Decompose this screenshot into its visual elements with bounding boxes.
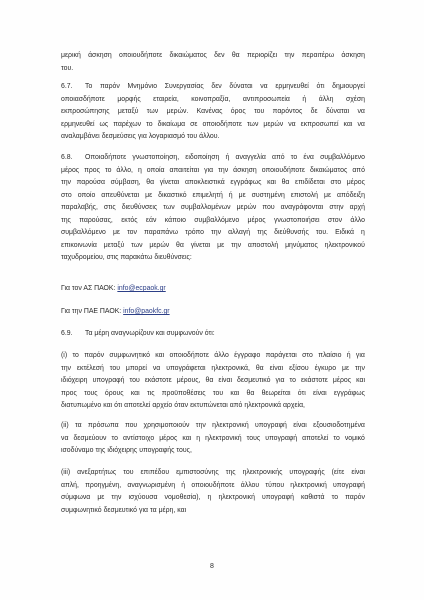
contact-pae-paok-email[interactable]: info@paokfc.gr [123, 308, 170, 315]
text-line: σύμφωνα με την ισχύουσα νομοθεσία), η ηλεκτρονική υπογραφή καθιστά το παρόν [61, 494, 365, 501]
text-line: να δεσμεύουν το αντίστοιχο μέρος και η ηλεκτρονική τους υπογραφή αποτελεί το νομικό [61, 434, 365, 442]
paragraph-6-9 [61, 328, 365, 341]
paragraph-6-7 [61, 81, 365, 144]
contact-as-paok [61, 283, 365, 296]
text-line: μερική άσκηση οποιουδήποτε δικαιώματος δεν θα περιορίζει την περαιτέρω άσκηση [61, 52, 365, 59]
text-line: αναλαμβάνει δεσμεύσεις για λογαριασμό του άλλου. [61, 133, 220, 140]
text-line: 6.8. Οποιαδήποτε γνωστοποίηση, ειδοποίηση ή αναγγελία από το ένα συμβαλλόμενο [61, 152, 365, 165]
page-number: 8 [210, 563, 214, 570]
text-line: διατυπωμένο και ότι αποτελεί αρχείο όταν εκτυπώνεται από ηλεκτρονικά αρχεία, [61, 402, 305, 409]
list-item-iii [61, 467, 365, 517]
text-line: της παρούσας, εκτός εάν κάποιο συμβαλλόμενο μέρος γνωστοποιήσει στον άλλο [61, 216, 365, 224]
text-line: οποιασδήποτε μορφής εταιρεία, κοινοπραξία, αντιπροσωπεία ή άλλη σχέση [61, 95, 365, 103]
text-line: (i) το παρόν συμφωνητικό και οποιοδήποτε άλλο έγγραφο παράγεται στο πλαίσιο ή για [61, 352, 365, 359]
text-line: συμβαλλόμενο με τον παραπάνω τρόπο την αλλαγή της διεύθυνσής του. Ειδικά η [61, 229, 365, 236]
paragraph-continuation [61, 50, 365, 75]
paragraph-number: 6.9. [61, 330, 73, 337]
text-line: του. [61, 64, 74, 72]
paragraph-number: 6.8. [61, 154, 73, 161]
contact-as-paok-label: Για τον ΑΣ ΠΑΟΚ: [61, 285, 116, 292]
text-line: μέρος προς το άλλο, η οποία απαιτείται για την άσκηση οποιουδήποτε δικαιώματος από [61, 166, 365, 174]
contact-pae-paok-label: Για την ΠΑΕ ΠΑΟΚ: [61, 308, 122, 315]
text-line: την παρούσα σύμβαση, θα γίνεται αποκλειστικά εγγράφως και θα επιδίδεται στο μέρος [61, 179, 365, 186]
contact-pae-paok [61, 306, 365, 319]
text-line: ταχυδρομείου, στις παρακάτω διευθύνσεις: [61, 254, 192, 261]
text-line: παραλαβής, στις διευθύνσεις των συμβαλλομένων μερών που αναγράφονται στην αρχή [61, 204, 365, 211]
text-line: επικοινωνία μεταξύ των μερών θα γίνεται με την αποστολή μηνύματος ηλεκτρονικού [61, 241, 365, 249]
paragraph-number: 6.7. [61, 83, 73, 90]
paragraph-6-8 [61, 152, 365, 265]
text-line: (ii) τα πρόσωπα που χρησιμοποιούν την ηλεκτρονική υπογραφή είναι εξουσιοδοτημένα [61, 422, 365, 429]
text-line: ερμηνευθεί ως παρέχων το δικαίωμα σε οποιοδήποτε των μερών να εκπροσωπεί και να [61, 120, 365, 128]
contact-as-paok-email[interactable]: info@ecpaok.gr [117, 285, 166, 292]
text-line: προς τους όρους και τις προϋποθέσεις του και θα θεωρείται ότι είναι εγγράφως [61, 389, 365, 397]
text-line: 6.7. Το παρόν Μνημόνιο Συνεργασίας δεν δύναται να ερμηνευθεί ότι δημιουργεί [61, 81, 365, 94]
text-line: ιδιόχειρη υπογραφή του εκάστοτε μέρους, θα είναι δεσμευτικό για το εκάστοτε μέρος και [61, 377, 365, 384]
text-line: (iii) ανεξαρτήτως του επιπέδου εμπιστοσύνης της ηλεκτρονικής υπογραφής (είτε είναι [61, 469, 365, 476]
text-line: απλή, προηγμένη, αναγνωρισμένη ή οποιουδήποτε άλλου τύπου ηλεκτρονική υπογραφή [61, 481, 365, 489]
list-item-ii [61, 420, 365, 458]
text-line: εκπροσώπησης μεταξύ των μερών. Κανένας όρος του παρόντος δε δύναται να [61, 108, 365, 115]
text-line: ισοδύναμο της ιδιόχειρης υπογραφής τους, [61, 447, 192, 454]
paragraph-6-9-intro: Τα μέρη αναγνωρίζουν και συμφωνούν ότι: [85, 330, 215, 337]
text-line: την εκτέλεσή του μπορεί να υπογράφεται ηλεκτρονικά, θα είναι εξίσου έγκυρο με την [61, 364, 365, 372]
text-line: συμφωνητικό δεσμευτικό για τα μέρη, και [61, 506, 187, 514]
list-item-i [61, 350, 365, 413]
text-line: στο οποίο απευθύνεται με δικαστικό επιμελητή ή με συστημένη επιστολή με απόδειξη [61, 191, 365, 199]
